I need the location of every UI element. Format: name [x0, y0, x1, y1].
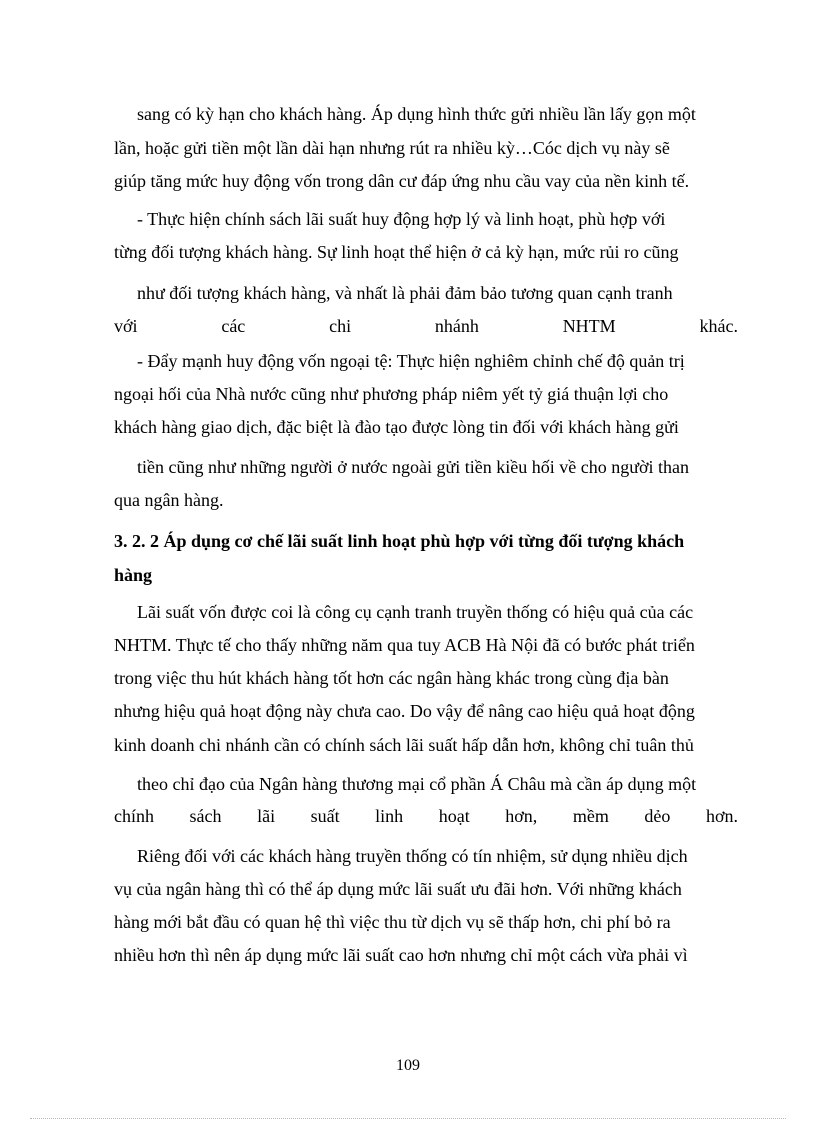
paragraph-line: tiền cũng như những người ở nước ngoài gửi tiền kiều hối về cho người than [137, 457, 690, 477]
section-heading: 3. 2. 2 Áp dụng cơ chế lãi suất linh hoạt phù hợp với từng đối tượng khách [114, 531, 685, 551]
word: mềm [572, 806, 609, 826]
paragraph-line: theo chỉ đạo của Ngân hàng thương mại cổ phần Á Châu mà cần áp dụng một [137, 774, 697, 794]
word: các [221, 316, 246, 336]
paragraph-line: hàng mới bắt đầu có quan hệ thì việc thu từ dịch vụ sẽ thấp hơn, chi phí bỏ ra [114, 912, 671, 932]
page-number: 109 [396, 1057, 420, 1074]
word: với [114, 316, 138, 336]
word: hoạt [438, 806, 470, 826]
paragraph-line: NHTM. Thực tế cho thấy những năm qua tuy ACB Hà Nội đã có bước phát triển [114, 635, 695, 655]
word: chính [114, 806, 154, 826]
word: dẻo [644, 806, 671, 826]
paragraph-line: ngoại hối của Nhà nước cũng như phương pháp niêm yết tỷ giá thuận lợi cho [114, 384, 669, 404]
paragraph-line: vụ của ngân hàng thì có thể áp dụng mức lãi suất ưu đãi hơn. Với những khách [114, 879, 682, 899]
paragraph-line: sang có kỳ hạn cho khách hàng. Áp dụng hình thức gửi nhiều lần lấy gọn một [137, 104, 696, 124]
paragraph-line: - Thực hiện chính sách lãi suất huy động hợp lý và linh hoạt, phù hợp với [137, 209, 666, 229]
word: hơn. [705, 806, 738, 826]
paragraph-line: từng đối tượng khách hàng. Sự linh hoạt thể hiện ở cả kỳ hạn, mức rủi ro cũng [114, 242, 679, 262]
section-heading: hàng [114, 565, 153, 585]
word: nhánh [434, 316, 479, 336]
footer-divider [30, 1118, 786, 1119]
word: lãi [257, 806, 276, 826]
justified-line [114, 804, 738, 828]
word: khác. [699, 316, 738, 336]
word: sách [189, 806, 222, 826]
word: linh [375, 806, 404, 826]
word: suất [310, 806, 340, 826]
word: hơn, [505, 806, 538, 826]
word: NHTM [562, 316, 616, 336]
paragraph-line: như đối tượng khách hàng, và nhất là phải đảm bảo tương quan cạnh tranh [137, 283, 673, 303]
paragraph-line: Riêng đối với các khách hàng truyền thống có tín nhiệm, sử dụng nhiều dịch [137, 846, 688, 866]
paragraph-line: giúp tăng mức huy động vốn trong dân cư đáp ứng nhu cầu vay của nền kinh tế. [114, 171, 690, 191]
paragraph-line: khách hàng giao dịch, đặc biệt là đào tạo được lòng tin đối với khách hàng gửi [114, 417, 679, 437]
word: chi [329, 316, 352, 336]
paragraph-line: qua ngân hàng. [114, 490, 224, 510]
paragraph-line: lần, hoặc gửi tiền một lần dài hạn nhưng rút ra nhiều kỳ…Cóc dịch vụ này sẽ [114, 138, 670, 158]
paragraph-line: - Đẩy mạnh huy động vốn ngoại tệ: Thực hiện nghiêm chỉnh chế độ quản trị [137, 351, 685, 371]
justified-line [114, 314, 738, 338]
paragraph-line: nhưng hiệu quả hoạt động này chưa cao. Do vậy để nâng cao hiệu quả hoạt động [114, 701, 695, 721]
paragraph-line: Lãi suất vốn được coi là công cụ cạnh tranh truyền thống có hiệu quả của các [137, 602, 694, 622]
paragraph-line: trong việc thu hút khách hàng tốt hơn các ngân hàng khác trong cùng địa bàn [114, 668, 669, 688]
paragraph-line: nhiều hơn thì nên áp dụng mức lãi suất cao hơn nhưng chỉ một cách vừa phải vì [114, 945, 688, 965]
paragraph-line: kinh doanh chi nhánh cần có chính sách lãi suất hấp dẫn hơn, không chỉ tuân thủ [114, 735, 694, 755]
